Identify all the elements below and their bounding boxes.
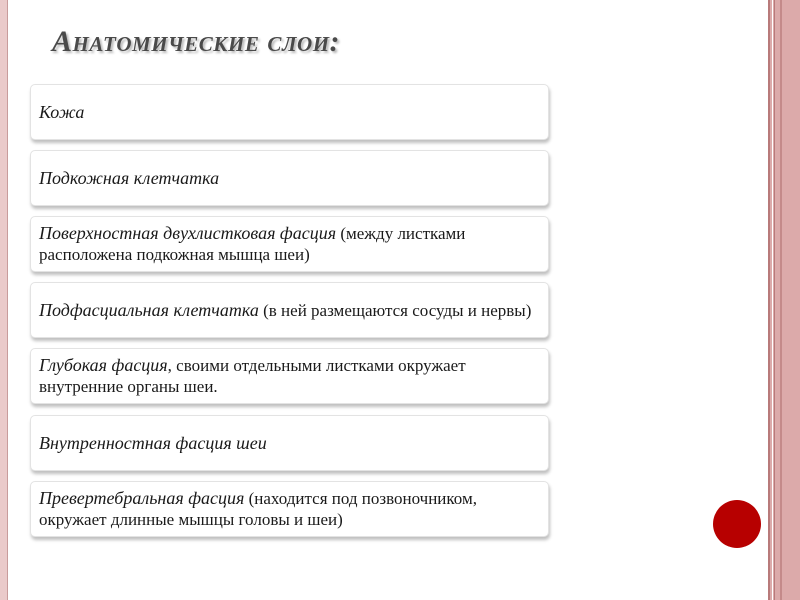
layer-note: (между листками расположена подкожная мышца шеи) — [39, 224, 466, 264]
layer-name: Внутренностная фасция шеи — [39, 432, 267, 453]
layer-name: Поверхностная двухлистковая фасция — [39, 223, 337, 243]
layer-name: Кожа — [39, 101, 85, 122]
layer-note: (в ней размещаются сосуды и нервы) — [258, 300, 532, 320]
left-border-decoration — [0, 0, 8, 600]
slide-title: Анатомические слои: — [52, 25, 341, 58]
layer-note: , своими отдельными листками окружает внутренние органы шеи. — [39, 356, 466, 396]
layer-box-superficial-fascia — [30, 216, 549, 272]
right-border-decoration — [768, 0, 800, 600]
layer-box-deep-fascia — [30, 348, 549, 404]
layer-note: (находится под позвоночником, окружает длинные мышцы головы и шеи) — [39, 489, 477, 529]
layer-box-visceral-fascia — [30, 415, 549, 471]
layer-box-subcutaneous — [30, 150, 549, 206]
layer-box-subfascial — [30, 282, 549, 338]
slide-accent-dot — [713, 500, 761, 548]
layer-name: Глубокая фасция — [39, 355, 168, 375]
layer-box-skin — [30, 84, 549, 140]
layer-name: Превертебральная фасция — [39, 488, 245, 508]
layer-name: Подфасциальная клетчатка — [39, 299, 259, 320]
layer-name: Подкожная клетчатка — [39, 167, 220, 188]
layer-box-prevertebral-fascia — [30, 481, 549, 537]
